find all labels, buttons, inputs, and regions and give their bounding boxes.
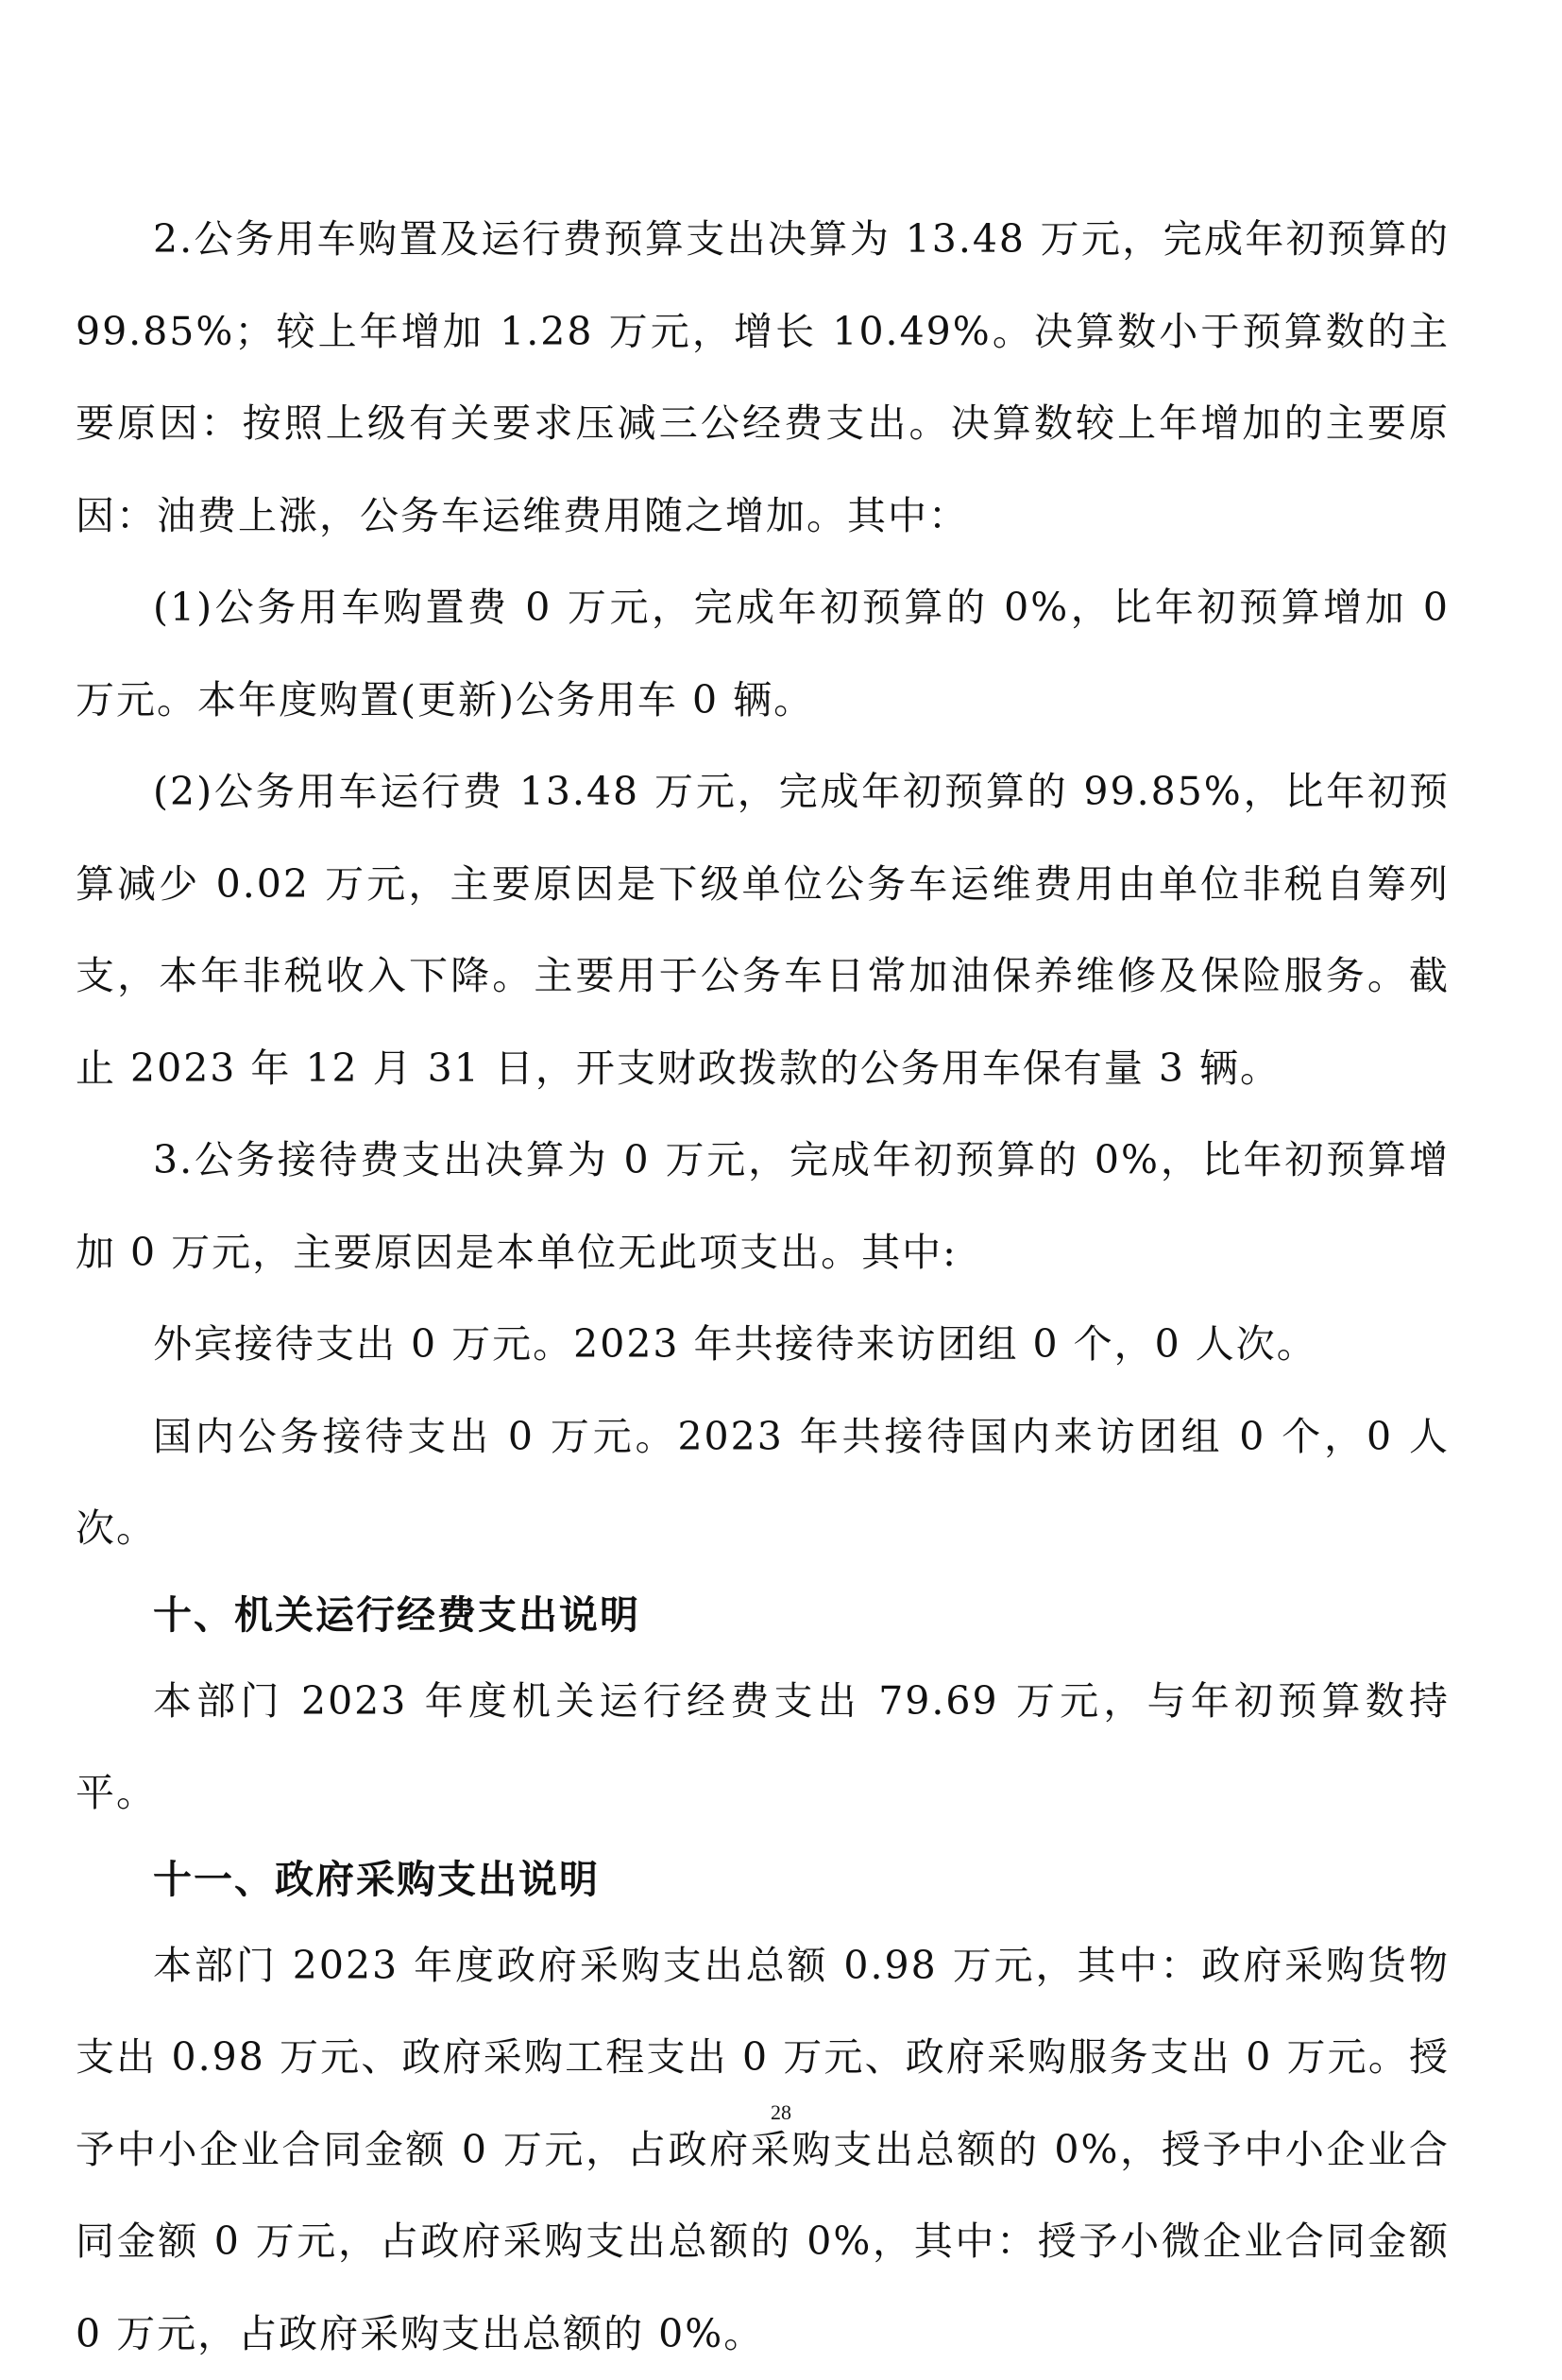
paragraph-foreign-reception: 外宾接待支出 0 万元。2023 年共接待来访团组 0 个，0 人次。 — [76, 1299, 1450, 1391]
paragraph-vehicle-operation: (2)公务用车运行费 13.48 万元，完成年初预算的 99.85%，比年初预算减少 0.02 万元，主要原因是下级单位公务车运维费用由单位非税自筹列支，本年非税收入下降。主要用于公务车日常加油保养维修及保险服务。截止 2023 年 12 月 31 日，开支财政拨款的公务用车保有量 3 辆。 — [76, 746, 1450, 1114]
paragraph-procurement: 本部门 2023 年度政府采购支出总额 0.98 万元，其中：政府采购货物支出 0.98 万元、政府采购工程支出 0 万元、政府采购服务支出 0 万元。授予中小企业合同金额 0 万元，占政府采购支出总额的 0%，授予中小企业合同金额 0 万元，占政府采购支出总额的 0%，其中：授予小微企业合同金额 0 万元，占政府采购支出总额的 0%。 — [76, 1920, 1450, 2380]
document-body — [76, 194, 1450, 2380]
paragraph-vehicle-purchase: (1)公务用车购置费 0 万元，完成年初预算的 0%，比年初预算增加 0 万元。本年度购置(更新)公务用车 0 辆。 — [76, 562, 1450, 746]
heading-procurement: 十一、政府采购支出说明 — [76, 1840, 1450, 1920]
heading-office-operation: 十、机关运行经费支出说明 — [76, 1575, 1450, 1656]
page-number: 28 — [0, 2099, 1562, 2127]
paragraph-domestic-reception: 国内公务接待支出 0 万元。2023 年共接待国内来访团组 0 个，0 人次。 — [76, 1391, 1450, 1575]
paragraph-reception-expense: 3.公务接待费支出决算为 0 万元，完成年初预算的 0%，比年初预算增加 0 万元，主要原因是本单位无此项支出。其中: — [76, 1114, 1450, 1299]
paragraph-vehicle-expense: 2.公务用车购置及运行费预算支出决算为 13.48 万元，完成年初预算的 99.85%；较上年增加 1.28 万元，增长 10.49%。决算数小于预算数的主要原因：按照上级有关要求压减三公经费支出。决算数较上年增加的主要原因：油费上涨，公务车运维费用随之增加。其中： — [76, 194, 1450, 562]
paragraph-office-operation: 本部门 2023 年度机关运行经费支出 79.69 万元，与年初预算数持平。 — [76, 1656, 1450, 1840]
